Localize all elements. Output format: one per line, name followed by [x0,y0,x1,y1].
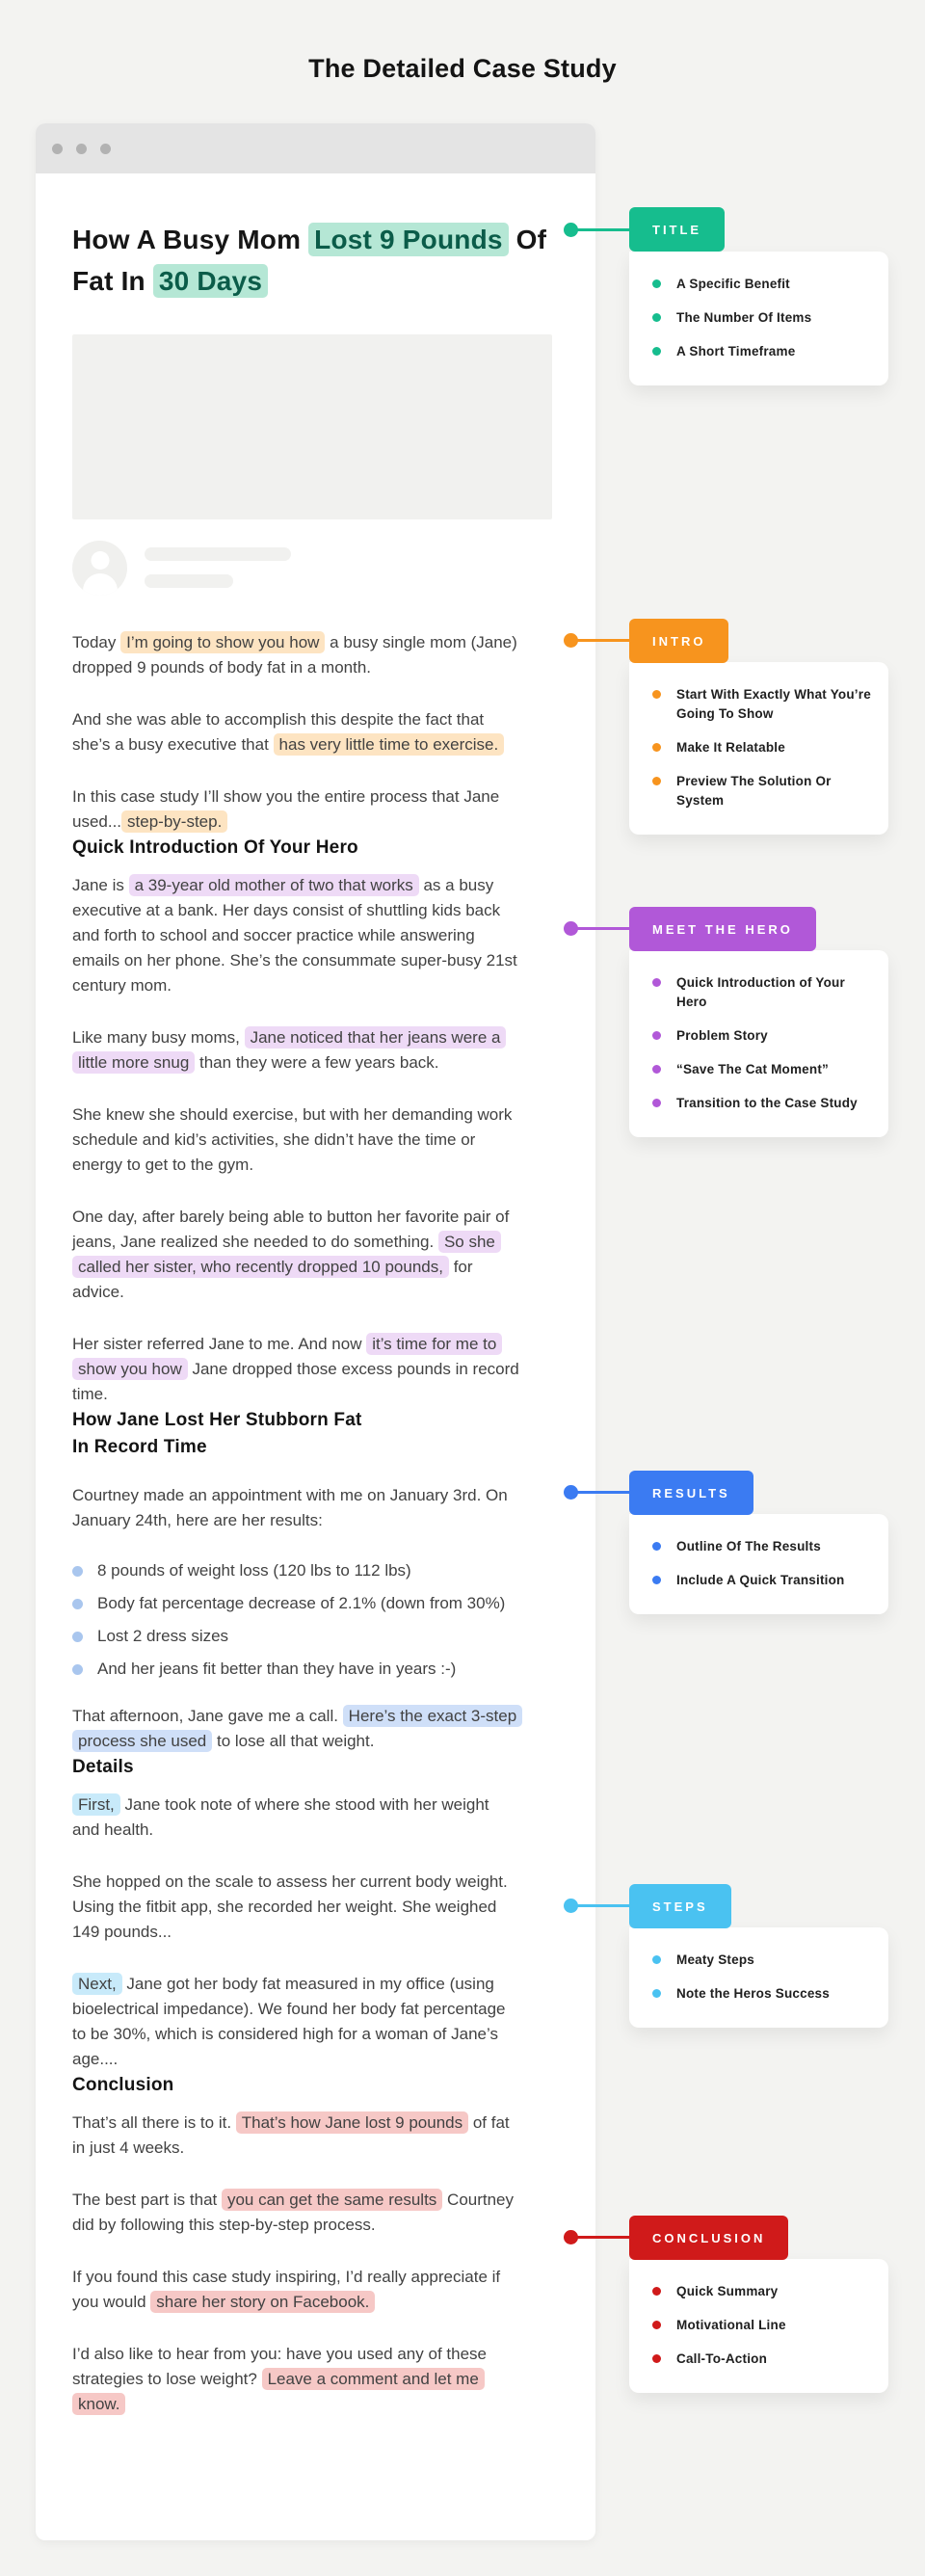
article-headline [72,219,554,302]
callout-card-results [629,1514,888,1614]
bullet-dot-icon [652,1099,661,1107]
callout-chip-results: RESULTS [629,1471,753,1515]
hero-paragraph: Jane is a 39-year old mother of two that works as a busy executive at a bank. Her days consist of shuttling kids back and forth to school and soccer practice while answering emails on her phone. She’s the consummate super-busy 21st century mom. [72,876,517,995]
connector-line-results [570,1491,629,1494]
callout-item: Include A Quick Transition [652,1571,871,1590]
intro-highlight: step-by-step. [121,810,227,833]
callout-item: Problem Story [652,1026,871,1046]
headline-highlight: 30 Days [153,264,268,298]
avatar [72,541,127,596]
intro-highlight: has very little time to exercise. [274,733,505,756]
results-list [72,1558,557,1682]
intro-paragraph: And she was able to accomplish this despite the fact that she’s a busy executive that has very little time to exercise. [72,707,519,757]
bullet-dot-icon [652,2354,661,2363]
hero-paragraph: She knew she should exercise, but with her demanding work schedule and kid’s activities, she didn’t have the time or energy to get to the gym. [72,1105,513,1174]
callout-chip-intro: INTRO [629,619,728,663]
callout-card-meet-the-hero [629,950,888,1137]
callout-chip-meet-the-hero: MEET THE HERO [629,907,816,951]
window-control-dot-icon [76,144,87,154]
connector-line-conclusion [570,2236,629,2239]
bullet-dot-icon [652,1031,661,1040]
callout-card-steps [629,1927,888,2028]
byline-placeholder-bars [145,547,291,588]
window-control-dot-icon [100,144,111,154]
conclusion-highlight: Leave a comment and let me know. [72,2368,485,2415]
bullet-dot-icon [652,1955,661,1964]
window-control-dot-icon [52,144,63,154]
bullet-dot-icon [72,1632,83,1642]
section-heading-results: How Jane Lost Her Stubborn Fat In Record Time [72,1410,362,1457]
headline-highlight: Lost 9 Pounds [308,223,509,256]
callout-item: Preview The Solution Or System [652,772,871,810]
results-lead-paragraph: Courtney made an appointment with me on January 3rd. On January 24th, here are her results: [72,1486,508,1529]
hero-highlight: So she called her sister, who recently dropped 10 pounds, [72,1231,501,1278]
results-list-item: And her jeans fit better than they have in years :-) [72,1657,557,1682]
callout-chip-steps: STEPS [629,1884,731,1928]
hero-paragraph: One day, after barely being able to button her favorite pair of jeans, Jane realized she needed to do something. So she called her sister, who recently dropped 10 pounds, for advice. [72,1208,510,1301]
connector-line-intro [570,639,629,642]
conclusion-paragraph: That’s all there is to it. That’s how Jane lost 9 pounds of fat in just 4 weeks. [72,2113,510,2157]
results-list-item: Body fat percentage decrease of 2.1% (down from 30%) [72,1591,557,1616]
bullet-dot-icon [652,347,661,356]
connector-line-hero [570,927,629,930]
hero-highlight: Jane noticed that her jeans were a little more snug [72,1026,506,1074]
bullet-dot-icon [652,1989,661,1998]
callout-item: Transition to the Case Study [652,1094,871,1113]
section-heading-hero: Quick Introduction Of Your Hero [72,837,358,858]
callout-card-conclusion [629,2259,888,2393]
headline-text: Of Fat In [72,225,547,296]
hero-highlight: a 39-year old mother of two that works [129,874,419,896]
article-content [36,173,595,2417]
page-title: The Detailed Case Study [308,54,617,83]
article-image-placeholder [72,334,552,519]
bullet-dot-icon [652,2321,661,2329]
conclusion-highlight: share her story on Facebook. [150,2291,375,2313]
bullet-dot-icon [652,690,661,699]
callout-item: “Save The Cat Moment” [652,1060,871,1079]
conclusion-paragraph: I’d also like to hear from you: have you used any of these strategies to lose weight? Leave a comment and let me know. [72,2345,487,2413]
callout-chip-conclusion: CONCLUSION [629,2216,788,2260]
bullet-dot-icon [72,1599,83,1609]
bullet-dot-icon [652,2287,661,2296]
callout-item: Meaty Steps [652,1951,871,1970]
conclusion-highlight: That’s how Jane lost 9 pounds [236,2111,468,2134]
callout-item: A Short Timeframe [652,342,871,361]
callout-item: The Number Of Items [652,308,871,328]
callout-item: Make It Relatable [652,738,871,757]
connector-line-title [570,228,629,231]
bullet-dot-icon [652,313,661,322]
browser-window [36,123,595,2540]
callout-item: A Specific Benefit [652,275,871,294]
details-paragraph: She hopped on the scale to assess her current body weight. Using the fitbit app, she recorded her weight. She weighed 149 pounds... [72,1872,508,1941]
details-paragraph: First, Jane took note of where she stood with her weight and health. [72,1795,489,1839]
author-byline [72,540,557,596]
section-heading-conclusion: Conclusion [72,2075,174,2095]
results-list-item: Lost 2 dress sizes [72,1624,557,1649]
results-highlight: Here’s the exact 3-step process she used [72,1705,522,1752]
conclusion-paragraph: The best part is that you can get the same results Courtney did by following this step-by-step process. [72,2191,515,2234]
intro-paragraph: In this case study I’ll show you the entire process that Jane used... step-by-step. [72,787,500,831]
callout-item: Quick Summary [652,2282,871,2301]
hero-paragraph: Her sister referred Jane to me. And now it’s time for me to show you how Jane dropped those excess pounds in record time. [72,1335,519,1403]
details-highlight: Next, [72,1973,122,1995]
bullet-dot-icon [72,1566,83,1577]
callout-card-intro [629,662,888,835]
callout-item: Start With Exactly What You’re Going To Show [652,685,871,724]
section-heading-details: Details [72,1757,134,1777]
bullet-dot-icon [652,743,661,752]
bullet-dot-icon [652,1065,661,1074]
placeholder-bar [145,574,233,588]
conclusion-highlight: you can get the same results [222,2189,442,2211]
bullet-dot-icon [652,279,661,288]
hero-paragraph: Like many busy moms, Jane noticed that her jeans were a little more snug than they were a few years back. [72,1025,519,1076]
callout-item: Quick Introduction of Your Hero [652,973,871,1012]
bullet-dot-icon [652,777,661,785]
results-transition-paragraph: That afternoon, Jane gave me a call. Here’s the exact 3-step process she used to lose all that weight. [72,1704,519,1754]
details-highlight: First, [72,1793,120,1816]
results-list-item: 8 pounds of weight loss (120 lbs to 112 lbs) [72,1558,557,1583]
details-paragraph: Next, Jane got her body fat measured in my office (using bioelectrical impedance). We found her body fat percentage to be 30%, which is considered high for a woman of Jane’s age.... [72,1975,506,2068]
placeholder-bar [145,547,291,561]
callout-item: Call-To-Action [652,2350,871,2369]
bullet-dot-icon [652,1576,661,1584]
callout-chip-title: TITLE [629,207,725,252]
conclusion-paragraph: If you found this case study inspiring, I’d really appreciate if you would share her story on Facebook. [72,2268,501,2311]
callout-item: Motivational Line [652,2316,871,2335]
connector-line-steps [570,1904,629,1907]
callout-card-title [629,252,888,385]
headline-text: How A Busy Mom [72,225,309,254]
bullet-dot-icon [72,1664,83,1675]
callout-item: Note the Heros Success [652,1984,871,2004]
intro-highlight: I’m going to show you how [120,631,325,653]
callout-item: Outline Of The Results [652,1537,871,1556]
bullet-dot-icon [652,978,661,987]
bullet-dot-icon [652,1542,661,1551]
intro-paragraph: Today I’m going to show you how a busy single mom (Jane) dropped 9 pounds of body fat in a month. [72,633,517,677]
hero-highlight: it’s time for me to show you how [72,1333,502,1380]
browser-chrome [36,123,595,173]
